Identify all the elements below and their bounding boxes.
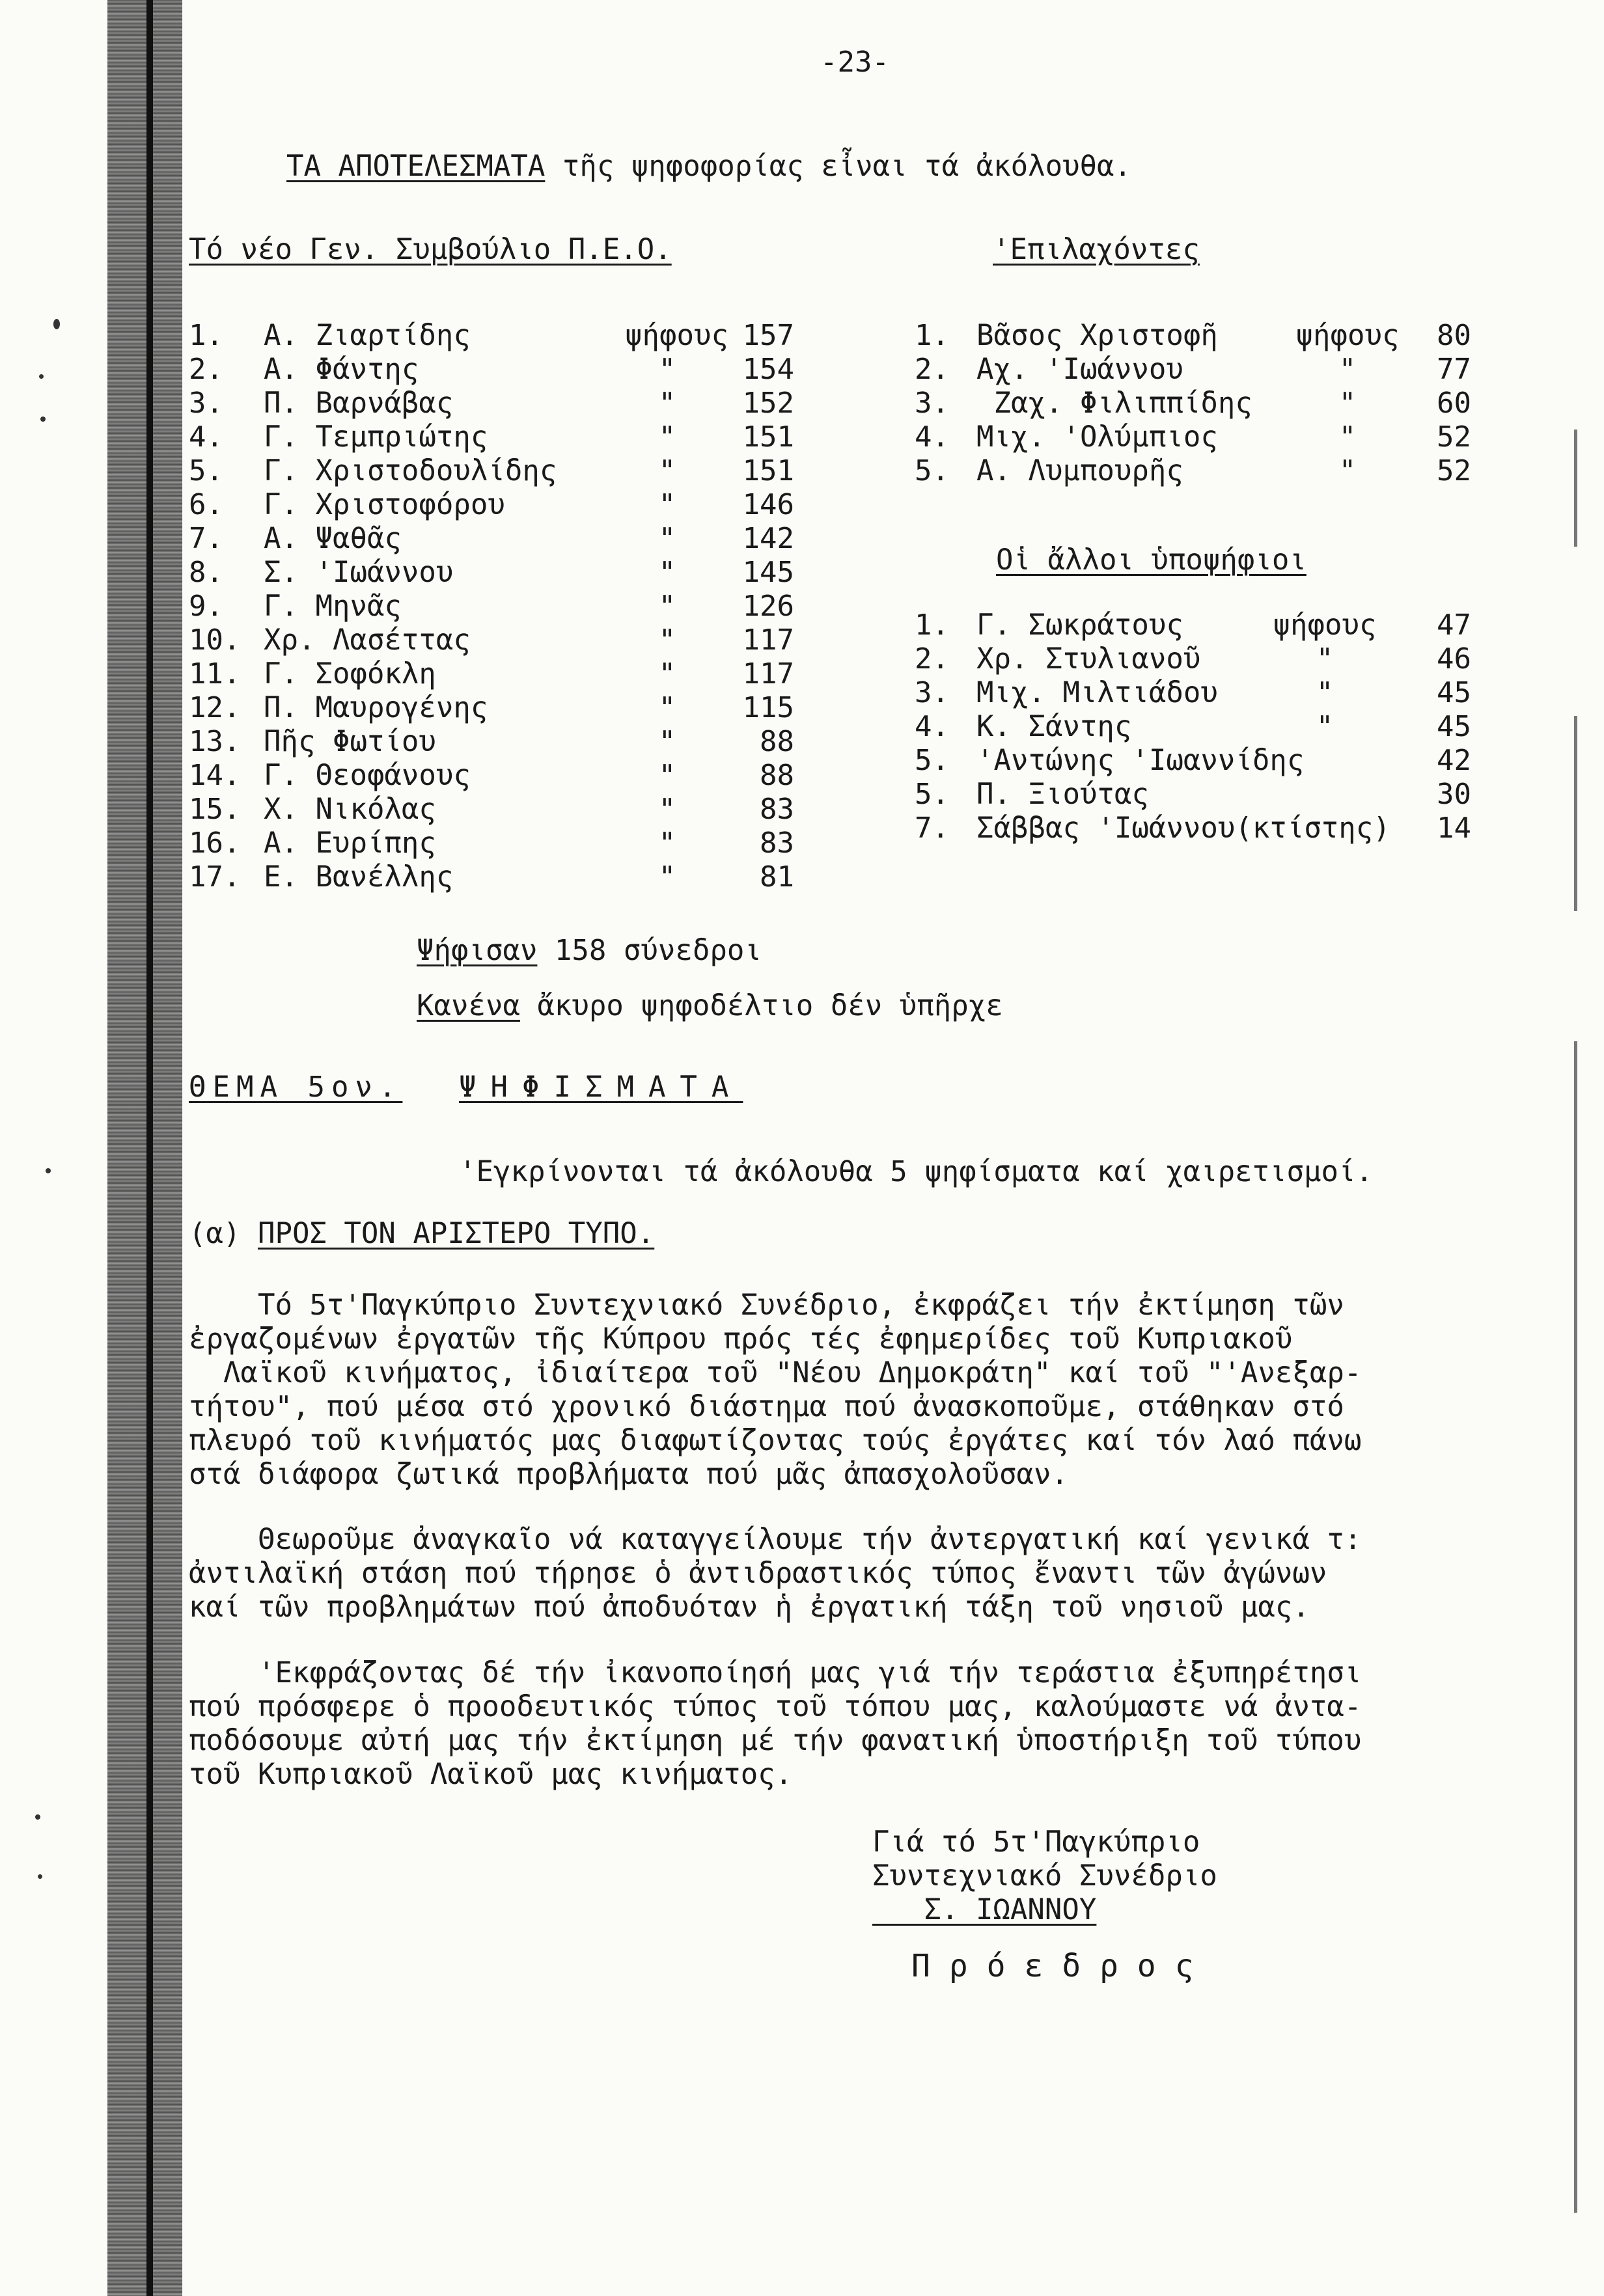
other-candidate-votes: 46 (1437, 642, 1471, 676)
ditto-mark: " (658, 420, 676, 454)
ditto-mark: " (658, 827, 676, 860)
other-candidate-ditto: " (1316, 710, 1334, 743)
page-number: -23- (820, 46, 889, 79)
voters-underlined: Ψήφισαν (417, 934, 538, 967)
topic-title: ΨΗΦΙΣΜΑΤΑ (459, 1071, 743, 1104)
resolution-paragraph-3: 'Εκφράζοντας δέ τήν ἰκανοποίησή μας γιά τήν τεράστια ἐξυπηρέτησι πού πρόσφερε ὁ προοδευτικός τύπος τοῦ τόπου μας, καλούμαστε νά ἀντα- ποδόσουμε αὐτή μας τήν ἐκτίμηση μέ τήν φανατική ὑποστήριξη τοῦ τύπου τοῦ Κυπριακοῦ Λαϊκοῦ μας κινήματος. (189, 1656, 1362, 1791)
council-member-index: 16. (189, 827, 241, 860)
other-candidate-index: 5. (915, 778, 949, 811)
other-candidate-votes: 47 (1437, 608, 1471, 642)
council-member-votes: 157 (742, 319, 794, 352)
binding-shadow (107, 0, 182, 2296)
other-candidate-index: 3. (915, 676, 949, 709)
council-member-votes: 145 (742, 556, 794, 589)
runner-up-votes: 80 (1437, 319, 1471, 352)
council-member-votes: 115 (742, 691, 794, 724)
council-member-name: Γ. Χριστοδουλίδης (264, 454, 557, 487)
signatory-role: Π ρ ό ε δ ρ ο ς (911, 1948, 1194, 1984)
other-candidate-index: 5. (915, 744, 949, 777)
council-member-index: 14. (189, 759, 241, 792)
approved-resolutions-line: 'Εγκρίνονται τά ἀκόλουθα 5 ψηφίσματα καί χαιρετισμοί. (459, 1155, 1373, 1188)
council-member-votes: 81 (760, 860, 794, 894)
runner-up-ditto: " (1338, 420, 1357, 454)
council-member-index: 7. (189, 522, 223, 555)
other-candidate-index: 1. (915, 608, 949, 642)
runner-up-votes: 77 (1437, 353, 1471, 386)
scan-speck (46, 1168, 51, 1173)
council-member-votes: 151 (742, 454, 794, 487)
other-candidate-ditto: " (1316, 676, 1334, 709)
scan-speck (35, 1814, 40, 1820)
votes-word: ψήφους (625, 319, 728, 352)
signature-line-2: Συντεχνιακό Συνέδριο (872, 1859, 1217, 1893)
scan-speck (40, 417, 46, 422)
other-candidate-index: 7. (915, 812, 949, 845)
runner-up-votes: 60 (1437, 387, 1471, 420)
other-candidate-name: Π. Ξιούτας (976, 778, 1149, 811)
scan-speck (53, 319, 60, 329)
council-member-votes: 154 (742, 353, 794, 386)
resolution-paragraph-1: Τό 5τ'Παγκύπριο Συντεχνιακό Συνέδριο, ἐκφράζει τήν ἐκτίμηση τῶν ἐργαζομένων ἐργατῶν τῆς Κύπρου πρός τές ἐφημερίδες τοῦ Κυπριακοῦ Λαϊκοῦ κινήματος, ἰδιαίτερα τοῦ "Νέου Δημοκράτη" καί τοῦ "'Ανεξαρ- τήτου", πού μέσα στό χρονικό διάστημα πού ἀνασκοποῦμε, στάθηκαν στό πλευρό τοῦ κινήματός μας διαφωτίζοντας τούς ἐργάτες καί τόν λαό πάνω στά διάφορα ζωτικά προβλήματα πού μᾶς ἀπασχολοῦσαν. (189, 1289, 1362, 1491)
results-heading-underlined: ΤΑ ΑΠΟΤΕΛΕΣΜΑΤΑ (286, 150, 546, 183)
resolution-paragraph-2: Θεωροῦμε ἀναγκαῖο νά καταγγείλουμε τήν ἀντεργατική καί γενικά τ: ἀντιλαϊκή στάση πού τήρησε ὁ ἀντιδραστικός τύπος ἔναντι τῶν ἀγώνων καί τῶν προβλημάτων πού ἀποδυόταν ἡ ἐργατική τάξη τοῦ νησιοῦ μας. (189, 1523, 1362, 1624)
other-candidate-votes: 30 (1437, 778, 1471, 811)
ditto-mark: " (658, 488, 676, 521)
council-member-votes: 152 (742, 387, 794, 420)
resolution-a-prefix: (α) (189, 1217, 258, 1250)
council-member-index: 5. (189, 454, 223, 487)
runner-up-index: 5. (915, 454, 949, 487)
other-candidate-name: Μιχ. Μιλτιάδου (976, 676, 1218, 709)
other-candidate-name: Γ. Σωκράτους (976, 608, 1183, 642)
council-member-index: 3. (189, 387, 223, 420)
other-candidate-name: Κ. Σάντης (976, 710, 1132, 743)
ditto-mark: " (658, 623, 676, 657)
council-member-votes: 146 (742, 488, 794, 521)
binding-edge (146, 0, 153, 2296)
resolution-a-title: ΠΡΟΣ ΤΟΝ ΑΡΙΣΤΕΡΟ ΤΥΠΟ. (257, 1217, 655, 1250)
council-member-index: 8. (189, 556, 223, 589)
council-member-name: Χρ. Λασέττας (264, 623, 471, 657)
ditto-mark: " (658, 657, 676, 690)
council-member-votes: 83 (760, 793, 794, 826)
council-member-index: 17. (189, 860, 241, 894)
council-member-index: 2. (189, 353, 223, 386)
other-candidate-ditto: ψήφους (1273, 608, 1377, 642)
runner-up-ditto: " (1338, 387, 1357, 420)
ditto-mark: " (658, 556, 676, 589)
council-member-votes: 88 (760, 759, 794, 792)
other-candidate-index: 4. (915, 710, 949, 743)
runner-up-ditto: " (1338, 454, 1357, 487)
council-member-name: Πῆς Φωτίου (264, 725, 436, 758)
runner-up-name: Ζαχ. Φιλιππίδης (976, 387, 1252, 420)
invalid-ballots-line (417, 989, 1003, 1023)
scan-edge-mark (1574, 430, 1577, 547)
results-heading-rest: τῆς ψηφοφορίας εἶναι τά ἀκόλουθα. (545, 150, 1132, 183)
council-member-name: Γ. Σοφόκλη (264, 657, 436, 690)
signature-name: Σ. ΙΩΑΝΝΟΥ (872, 1893, 1097, 1926)
council-member-name: Γ. Χριστοφόρου (264, 488, 505, 521)
scan-edge-mark (1574, 1041, 1577, 2213)
runner-up-ditto: " (1338, 353, 1357, 386)
council-member-name: Α. Ζιαρτίδης (264, 319, 471, 352)
voters-line (417, 934, 762, 968)
runners-up-title: 'Επιλαχόντες (993, 233, 1200, 266)
council-member-index: 13. (189, 725, 241, 758)
resolution-a (189, 1217, 654, 1251)
ditto-mark: " (658, 522, 676, 555)
other-candidate-name: 'Αντώνης 'Ιωαννίδης (976, 744, 1305, 777)
council-member-votes: 88 (760, 725, 794, 758)
other-candidate-votes: 45 (1437, 710, 1471, 743)
invalid-ballots-underlined: Κανένα (417, 989, 520, 1022)
council-member-index: 15. (189, 793, 241, 826)
runner-up-name: Μιχ. 'Ολύμπιος (976, 420, 1218, 454)
council-member-votes: 117 (742, 623, 794, 657)
other-candidate-name: Σάββας 'Ιωάννου(κτίστης) (976, 812, 1390, 845)
council-member-index: 4. (189, 420, 223, 454)
council-member-name: Ε. Βανέλλης (264, 860, 454, 894)
topic-label: ΘΕΜΑ 5ον. (189, 1071, 403, 1104)
other-candidate-index: 2. (915, 642, 949, 676)
council-member-name: Γ. Θεοφάνους (264, 759, 471, 792)
runner-up-votes: 52 (1437, 420, 1471, 454)
ditto-mark: " (658, 793, 676, 826)
ditto-mark: " (658, 353, 676, 386)
voters-rest: 158 σύνεδροι (537, 934, 762, 967)
council-member-name: Α. Φάντης (264, 353, 419, 386)
council-member-name: Π. Βαρνάβας (264, 387, 454, 420)
council-member-index: 9. (189, 590, 223, 623)
runner-up-name: Βᾶσος Χριστοφῆ (976, 319, 1218, 352)
runner-up-votes: 52 (1437, 454, 1471, 487)
council-member-name: Γ. Τεμπριώτης (264, 420, 488, 454)
council-member-votes: 83 (760, 827, 794, 860)
other-candidate-name: Χρ. Στυλιανοῦ (976, 642, 1201, 676)
runner-up-index: 2. (915, 353, 949, 386)
ditto-mark: " (658, 725, 676, 758)
council-member-index: 1. (189, 319, 223, 352)
runner-up-index: 1. (915, 319, 949, 352)
runner-up-name: Αχ. 'Ιωάννου (976, 353, 1183, 386)
council-member-name: Χ. Νικόλας (264, 793, 436, 826)
scan-speck (38, 1874, 42, 1879)
ditto-mark: " (658, 691, 676, 724)
other-candidate-votes: 42 (1437, 744, 1471, 777)
council-member-index: 6. (189, 488, 223, 521)
council-member-votes: 117 (742, 657, 794, 690)
scan-edge-mark (1574, 716, 1577, 911)
runner-up-index: 3. (915, 387, 949, 420)
council-member-votes: 142 (742, 522, 794, 555)
other-candidate-votes: 45 (1437, 676, 1471, 709)
council-title: Τό νέο Γεν. Συμβούλιο Π.Ε.Ο. (189, 233, 672, 266)
council-member-name: Σ. 'Ιωάννου (264, 556, 454, 589)
council-member-name: Α. Ψαθᾶς (264, 522, 402, 555)
invalid-ballots-rest: ἄκυρο ψηφοδέλτιο δέν ὑπῆρχε (519, 989, 1003, 1022)
runner-up-ditto: ψήφους (1295, 319, 1400, 352)
council-member-index: 10. (189, 623, 241, 657)
ditto-mark: " (658, 454, 676, 487)
scan-speck (39, 374, 44, 379)
ditto-mark: " (658, 387, 676, 420)
council-member-index: 11. (189, 657, 241, 690)
ditto-mark: " (658, 759, 676, 792)
council-member-name: Α. Ευρίπης (264, 827, 436, 860)
council-member-index: 12. (189, 691, 241, 724)
other-candidate-ditto: " (1316, 642, 1334, 676)
ditto-mark: " (658, 590, 676, 623)
runner-up-index: 4. (915, 420, 949, 454)
ditto-mark: " (658, 860, 676, 894)
signature-line-1: Γιά τό 5τ'Παγκύπριο (872, 1825, 1200, 1859)
council-member-votes: 151 (742, 420, 794, 454)
other-candidates-title: Οἱ ἄλλοι ὑποψήφιοι (996, 543, 1307, 577)
results-heading (286, 150, 1131, 184)
council-member-name: Γ. Μηνᾶς (264, 590, 402, 623)
council-member-name: Π. Μαυρογένης (264, 691, 488, 724)
runner-up-name: Α. Λυμπουρῆς (976, 454, 1183, 487)
council-member-votes: 126 (742, 590, 794, 623)
other-candidate-votes: 14 (1437, 812, 1471, 845)
